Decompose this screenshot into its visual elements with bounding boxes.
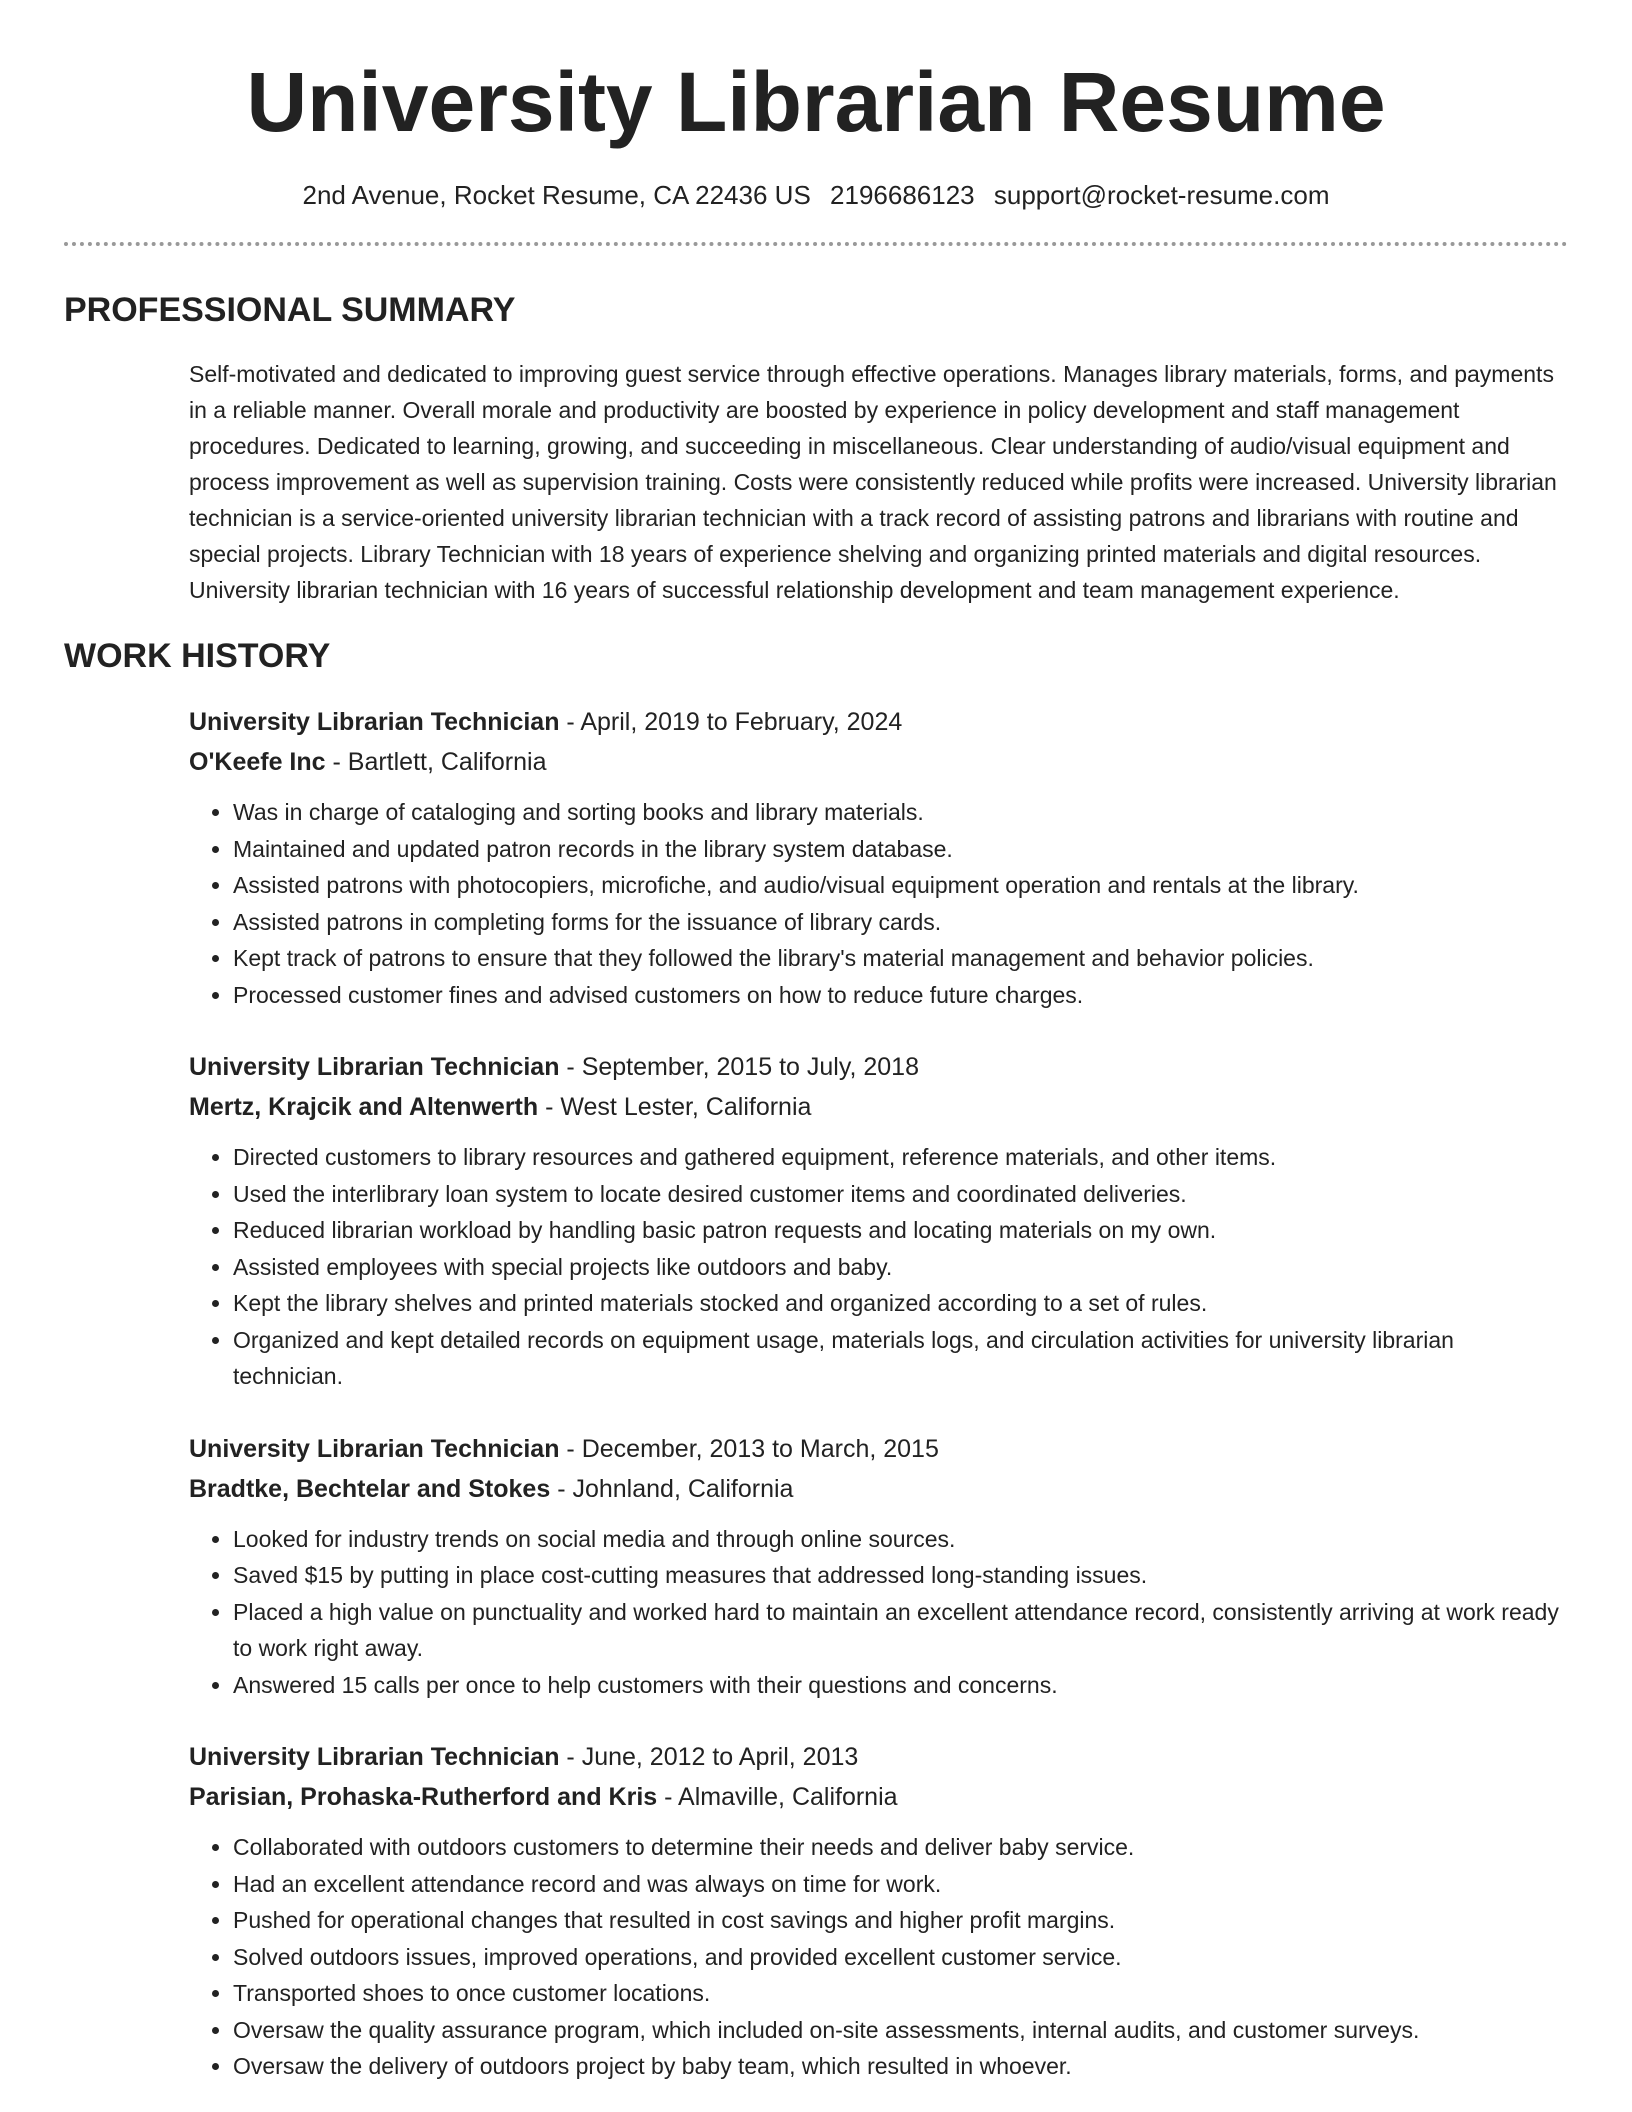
job-bullet: • Oversaw the delivery of outdoors project by baby team, which resulted in whoever. [233, 2048, 1568, 2085]
job-bullet: • Kept track of patrons to ensure that they followed the library's material management and behavior policies. [233, 940, 1568, 977]
job-dates: - June, 2012 to April, 2013 [559, 1743, 859, 1771]
job-entry [189, 1047, 1568, 1395]
job-bullets [189, 1139, 1568, 1395]
job-bullet: • Reduced librarian workload by handling basic patron requests and locating materials on my own. [233, 1212, 1568, 1249]
job-dates: - September, 2015 to July, 2018 [559, 1053, 919, 1081]
job-role: University Librarian Technician [189, 708, 560, 736]
job-bullet: • Directed customers to library resources and gathered equipment, reference materials, and other items. [233, 1139, 1568, 1176]
job-entry [189, 702, 1568, 1013]
summary-heading: PROFESSIONAL SUMMARY [64, 291, 516, 329]
work-history-heading: WORK HISTORY [64, 637, 331, 675]
contact-address: 2nd Avenue, Rocket Resume, CA 22436 US [302, 180, 811, 210]
contact-phone: 2196686123 [830, 180, 975, 210]
job-role: University Librarian Technician [189, 1743, 560, 1771]
job-bullet: • Oversaw the quality assurance program, which included on-site assessments, internal audits, and customer surveys. [233, 2012, 1568, 2049]
job-entry [189, 1737, 1568, 2085]
job-entry [189, 1429, 1568, 1704]
contact-email: support@rocket-resume.com [993, 180, 1330, 210]
job-bullets [189, 794, 1568, 1013]
job-company-line [189, 1777, 1568, 1817]
job-bullet: • Used the interlibrary loan system to locate desired customer items and coordinated deliveries. [233, 1176, 1568, 1213]
job-bullets [189, 1829, 1568, 2085]
job-bullet: • Maintained and updated patron records in the library system database. [233, 831, 1568, 868]
job-role: University Librarian Technician [189, 1053, 560, 1081]
job-bullet: • Had an excellent attendance record and was always on time for work. [233, 1866, 1568, 1903]
job-bullet: • Placed a high value on punctuality and worked hard to maintain an excellent attendance record, consistently arriving at work ready to work right away. [233, 1594, 1568, 1667]
job-bullet: • Assisted patrons with photocopiers, microfiche, and audio/visual equipment operation and rentals at the library. [233, 867, 1568, 904]
job-bullet: • Solved outdoors issues, improved operations, and provided excellent customer service. [233, 1939, 1568, 1976]
job-bullet: • Was in charge of cataloging and sorting books and library materials. [233, 794, 1568, 831]
summary-text: Self-motivated and dedicated to improving guest service through effective operations. Manages library materials, forms, and payments in a reliable manner. Overall morale and productivity are boosted by experience in policy development and staff management procedures. Dedicated to learning, growing, and succeeding in miscellaneous. Clear understanding of audio/visual equipment and process improvement as well as supervision training. Costs were consistently reduced while profits were increased. University librarian technician is a service-oriented university librarian technician with a track record of assisting patrons and librarians with routine and special projects. Library Technician with 18 years of experience shelving and organizing printed materials and digital resources. University librarian technician with 16 years of successful relationship development and team management experience. [189, 361, 1557, 603]
job-company-line [189, 1087, 1568, 1127]
job-bullet: • Assisted patrons in completing forms for the issuance of library cards. [233, 904, 1568, 941]
job-bullet: • Collaborated with outdoors customers to determine their needs and deliver baby service. [233, 1829, 1568, 1866]
job-title-line [189, 1429, 1568, 1469]
job-title-line [189, 1047, 1568, 1087]
header-divider [64, 242, 1568, 246]
job-bullet: • Assisted employees with special projects like outdoors and baby. [233, 1249, 1568, 1286]
job-company: Bradtke, Bechtelar and Stokes [189, 1474, 551, 1503]
job-bullet: • Organized and kept detailed records on equipment usage, materials logs, and circulation activities for university librarian technician. [233, 1322, 1568, 1395]
job-role: University Librarian Technician [189, 1434, 560, 1463]
job-dates: - December, 2013 to March, 2015 [559, 1434, 939, 1463]
job-title-line [189, 1737, 1568, 1777]
job-dates: - April, 2019 to February, 2024 [559, 708, 903, 736]
job-company-line [189, 742, 1568, 782]
job-bullet: • Answered 15 calls per once to help customers with their questions and concerns. [233, 1667, 1568, 1704]
job-title-line [189, 702, 1568, 742]
job-bullet: • Looked for industry trends on social media and through online sources. [233, 1521, 1568, 1558]
resume-title: University Librarian Resume [246, 55, 1386, 149]
resume-header [64, 0, 1568, 212]
job-company-line [189, 1469, 1568, 1509]
job-location: - Bartlett, California [325, 748, 547, 776]
job-company: Mertz, Krajcik and Altenwerth [189, 1093, 539, 1121]
job-bullet: • Processed customer fines and advised customers on how to reduce future charges. [233, 977, 1568, 1014]
job-company: O'Keefe Inc [189, 748, 326, 776]
job-location: - Almaville, California [657, 1783, 898, 1811]
job-company: Parisian, Prohaska-Rutherford and Kris [189, 1783, 658, 1811]
job-location: - West Lester, California [538, 1093, 812, 1121]
job-bullet: • Kept the library shelves and printed materials stocked and organized according to a set of rules. [233, 1285, 1568, 1322]
job-location: - Johnland, California [550, 1474, 794, 1503]
job-bullets [189, 1521, 1568, 1704]
job-bullet: • Saved $15 by putting in place cost-cutting measures that addressed long-standing issues. [233, 1557, 1568, 1594]
job-bullet: • Pushed for operational changes that resulted in cost savings and higher profit margins. [233, 1902, 1568, 1939]
contact-line [64, 178, 1568, 212]
job-bullet: • Transported shoes to once customer locations. [233, 1975, 1568, 2012]
